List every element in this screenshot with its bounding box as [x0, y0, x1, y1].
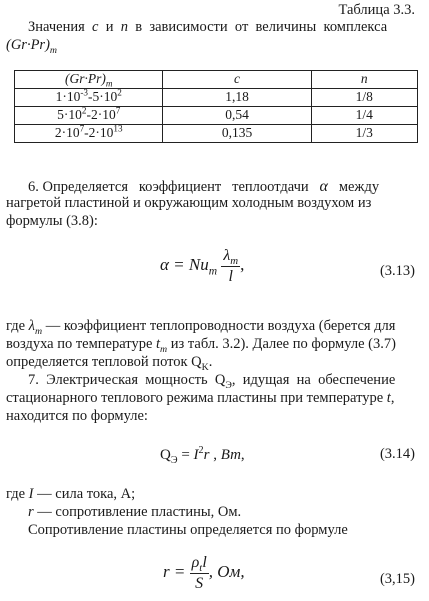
- table-row: [15, 107, 418, 125]
- p7-line3: находится по формуле:: [6, 408, 148, 424]
- equation-3-15: r = $\frac{\rho_tl}{S}$ , Ом,: [163, 554, 245, 592]
- cell-n: 1/8: [311, 89, 417, 107]
- cell-c: 0,135: [163, 125, 311, 143]
- p6-line3: формулы (3.8):: [6, 213, 98, 229]
- table-header-row: [15, 71, 418, 89]
- p6-line2: нагретой пластиной и окружающим холодным воздухом из: [6, 195, 372, 211]
- equation-number-3-14: (3.14): [379, 446, 415, 462]
- cell-c: 0,54: [163, 107, 311, 125]
- equation-number-3-15: (3,15): [379, 571, 415, 587]
- def1-line3: определяется тепловой поток $Q_K$.: [6, 354, 213, 373]
- def2-line2: r — сопротивление пластины, Ом.: [28, 504, 242, 520]
- header-c: c: [163, 71, 311, 89]
- def2-line3: Сопротивление пластины определяется по формуле: [28, 522, 348, 538]
- table-caption: Таблица 3.3.: [338, 2, 415, 18]
- table-title-line2: $(Gr\cdot Pr)_m$: [6, 37, 58, 56]
- equation-3-13: $\alpha = Nu_m$ $\frac{\lambda_m}{l}$ ,: [160, 247, 245, 285]
- equation-3-14: $Q_Э = I^2r$ , Вт,: [160, 445, 245, 466]
- cell-n: 1/3: [311, 125, 417, 143]
- cell-n: 1/4: [311, 107, 417, 125]
- p7-line1: 7. Электрическая мощность $Q_Э$, идущая на обеспечение: [28, 372, 396, 391]
- cell-range: $1\cdot 10^{-3}-5\cdot 10^2$: [15, 89, 163, 107]
- cell-range: $5\cdot 10^2-2\cdot 10^7$: [15, 107, 163, 125]
- def2-line1: где I — сила тока, А;: [6, 486, 136, 502]
- def1-line2: воздуха по температуре $t_m$ из табл. 3.2). Далее по формуле (3.7): [6, 336, 396, 355]
- def1-line1: где $\lambda_m$ — коэффициент теплопроводности воздуха (берется для: [6, 318, 396, 337]
- p7-line2: стационарного теплового режима пластины при температуре t,: [6, 390, 395, 406]
- equation-number-3-13: (3.13): [379, 263, 415, 279]
- p6-line1: 6. Определяется коэффициент теплоотдачи α между: [28, 178, 380, 195]
- table-row: [15, 89, 418, 107]
- coefficients-table: [14, 70, 418, 143]
- cell-c: 1,18: [163, 89, 311, 107]
- table-row: [15, 125, 418, 143]
- table-title-line1: Значения c и n в зависимости от величины комплекса: [28, 19, 388, 35]
- header-n: n: [311, 71, 417, 89]
- header-grpr: $(Gr\cdot Pr)_m$: [15, 71, 163, 89]
- cell-range: $2\cdot 10^7-2\cdot 10^{13}$: [15, 125, 163, 143]
